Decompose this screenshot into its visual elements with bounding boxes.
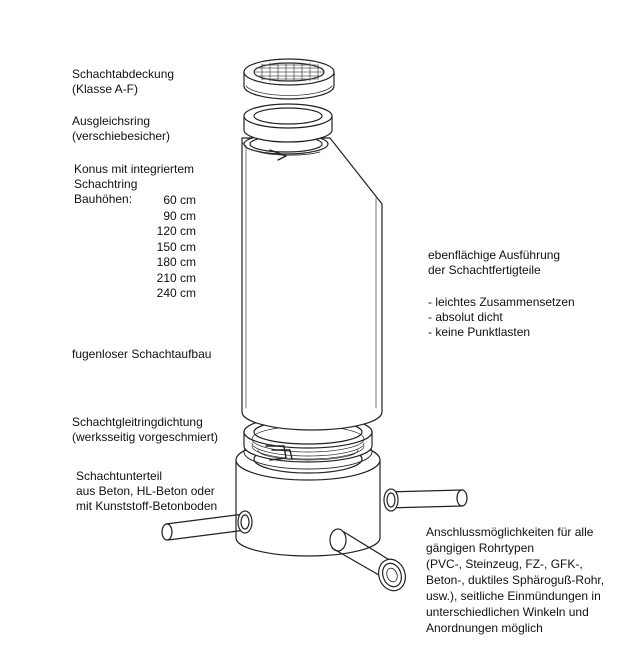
label-flush-design: ebenflächige Ausführung der Schachtfertigteile (428, 248, 561, 277)
height-value: 240 cm (156, 286, 196, 300)
label-cone: Konus mit integriertem Schachtring Bauhöhen: (74, 162, 195, 206)
manhole-cover (244, 59, 334, 99)
label-base-unit: Schachtunterteil aus Beton, HL-Beton oder mit Kunststoff-Betonboden (76, 469, 218, 513)
height-value: 60 cm (163, 193, 196, 207)
height-value: 90 cm (163, 208, 196, 223)
height-value: 120 cm (156, 224, 196, 238)
label-cover: Schachtabdeckung (Klasse A-F) (72, 67, 175, 96)
label-seamless-construction: fugenloser Schachtaufbau (72, 347, 212, 361)
cone-shaft (242, 134, 382, 430)
levelling-ring (244, 104, 332, 142)
label-connections: Anschlussmöglichkeiten für alle gängigen Rohrtypen (PVC-, Steinzeug, FZ-, GFK-, Beton-, duktiles Sphäroguß-Rohr, usw.), seitliche Einmündungen in unterschiedlichen Winkeln und Anordnungen möglich (426, 525, 605, 635)
height-value: 210 cm (156, 270, 196, 285)
height-value: 150 cm (156, 239, 196, 254)
label-benefits: - leichtes Zusammensetzen - absolut dicht - keine Punktlasten (428, 295, 575, 339)
height-value: 180 cm (156, 255, 196, 269)
label-sliding-seal: Schachtgleitringdichtung (werksseitig vorgeschmiert) (72, 415, 219, 444)
pipe-right (384, 489, 467, 511)
label-levelling-ring: Ausgleichsring (verschiebesicher) (72, 114, 171, 143)
cone-heights-list (144, 193, 196, 302)
